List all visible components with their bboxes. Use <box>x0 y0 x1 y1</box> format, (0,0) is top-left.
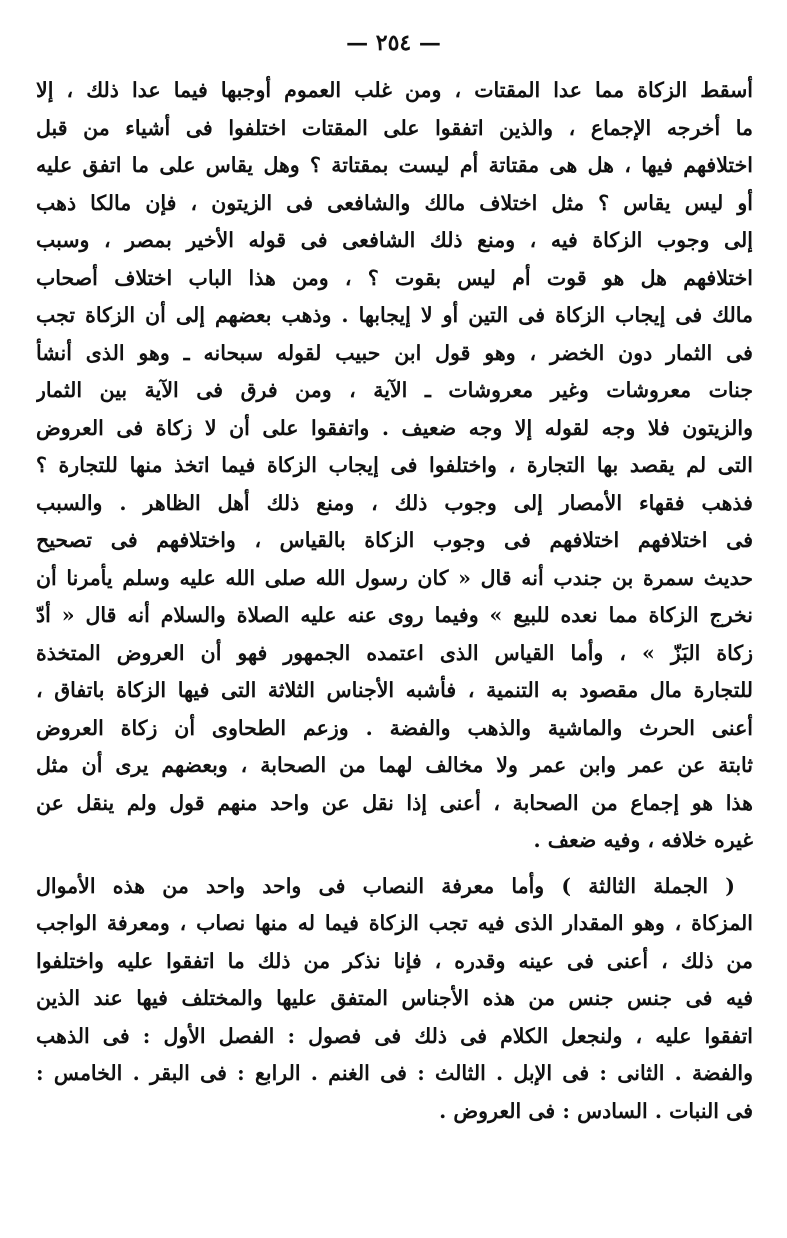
text-line: غيره خلافه ، وفيه ضعف . <box>533 828 753 852</box>
text-line: مالك فى إيجاب الزكاة فى التين أو لا إيجابها . وذهب بعضهم إلى أن الزكاة تجب <box>36 303 753 327</box>
paragraph-1 <box>36 72 753 860</box>
text-line: حديث سمرة بن جندب أنه قال « كان رسول الله صلى الله عليه وسلم يأمرنا أن <box>36 565 753 590</box>
page-text <box>36 72 753 1130</box>
text-line: فى النبات . السادس : فى العروض . <box>439 1098 753 1123</box>
text-line: فذهب فقهاء الأمصار إلى وجوب ذلك ، ومنع ذلك أهل الظاهر . والسبب <box>36 490 753 515</box>
page-number: — ٢٥٤ — <box>346 30 441 56</box>
text-line: التى لم يقصد بها التجارة ، واختلفوا فى إيجاب الزكاة فيما اتخذ منها للتجارة ؟ <box>36 453 753 477</box>
text-line: أو ليس يقاس ؟ مثل اختلاف مالك والشافعى فى الزيتون ، فإن مالكا ذهب <box>36 190 753 215</box>
text-line: من ذلك ، أعنى فى عينه وقدره ، فإنا نذكر من ذلك ما اتفقوا عليه واختلفوا <box>36 948 753 973</box>
text-line: والزيتون فلا وجه لقوله إلا وجه ضعيف . واتفقوا على أن لا زكاة فى العروض <box>36 415 753 440</box>
text-line: للتجارة مال مقصود به التنمية ، فأشبه الأجناس الثلاثة التى فيها الزكاة باتفاق ، <box>36 678 753 702</box>
text-line: إلى وجوب الزكاة فيه ، ومنع ذلك الشافعى فى قوله الأخير بمصر ، وسبب <box>36 228 753 252</box>
text-line: فى الثمار دون الخضر ، وهو قول ابن حبيب لقوله سبحانه ـ وهو الذى أنشأ <box>36 340 753 365</box>
text-line: ( الجملة الثالثة ) وأما معرفة النصاب فى واحد واحد من هذه الأموال <box>36 873 735 898</box>
text-line: هذا هو إجماع من الصحابة ، أعنى إذا نقل عن واحد منهم قول ولم ينقل عن <box>36 790 753 815</box>
text-line: جنات معروشات وغير معروشات ـ الآية ، ومن فرق فى الآية بين الثمار <box>36 378 753 402</box>
paragraph-2 <box>36 868 753 1131</box>
text-line: ثابتة عن عمر وابن عمر ولا مخالف لهما من الصحابة ، وبعضهم يرى أن مثل <box>36 753 753 777</box>
text-line: اتفقوا عليه ، ولنجعل الكلام فى ذلك فى فصول : الفصل الأول : فى الذهب <box>36 1023 753 1048</box>
text-line: زكاة البَزّ » ، وأما القياس الذى اعتمده الجمهور فهو أن العروض المتخذة <box>36 640 753 665</box>
text-line: أعنى الحرث والماشية والذهب والفضة . وزعم الطحاوى أن زكاة العروض <box>36 715 753 740</box>
text-line: فيه فى جنس جنس من هذه الأجناس المتفق عليها والمختلف فيها عند الذين <box>36 986 753 1010</box>
text-line: المزكاة ، وهو المقدار الذى فيه تجب الزكاة فيما له منها نصاب ، ومعرفة الواجب <box>36 911 753 935</box>
text-line: فى اختلافهم اختلافهم فى وجوب الزكاة بالقياس ، واختلافهم فى تصحيح <box>36 528 753 552</box>
paragraph-gap <box>36 860 753 868</box>
text-line: أسقط الزكاة مما عدا المقتات ، ومن غلب العموم أوجبها فيما عدا ذلك ، إلا <box>36 78 753 102</box>
text-line: نخرج الزكاة مما نعده للبيع » وفيما روى عنه عليه الصلاة والسلام أنه قال « أدّ <box>36 603 753 627</box>
text-line: اختلافهم هل هو قوت أم ليس بقوت ؟ ، ومن هذا الباب اختلاف أصحاب <box>36 265 753 290</box>
text-line: اختلافهم فيها ، هل هى مقتاتة أم ليست بمقتاتة ؟ وهل يقاس على ما اتفق عليه <box>36 153 753 177</box>
text-line: ما أخرجه الإجماع ، والذين اتفقوا على المقتات اختلفوا فى أشياء من قبل <box>36 115 753 140</box>
text-line: والفضة . الثانى : فى الإبل . الثالث : فى الغنم . الرابع : فى البقر . الخامس : <box>36 1061 753 1085</box>
